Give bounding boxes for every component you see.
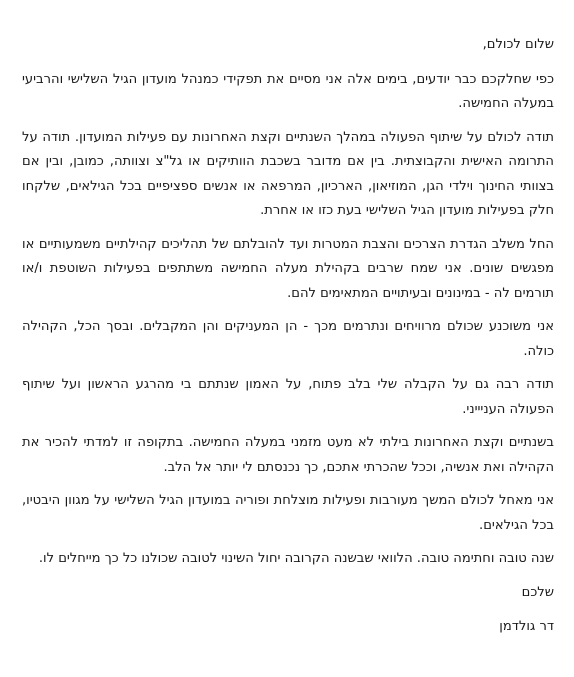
letter-signature: דר גולדמן xyxy=(499,619,554,634)
letter-greeting: שלום לכולם, xyxy=(482,37,554,52)
letter-paragraph-8: שנה טובה וחתימה טובה. הלוואי שבשנה הקרובה יחול השינוי לטובה שכולנו כל כך מייחלים לו. xyxy=(38,551,554,566)
letter-body xyxy=(22,33,554,650)
letter-closing: שלכם xyxy=(521,584,554,600)
letter-paragraph-4: אני משוכנע שכולם מרוויחים ונתרמים מכך - הן המעניקים והן המקבלים. ובסך הכל, הקהילה כולה. xyxy=(22,319,554,359)
letter-paragraph-6: בשנתיים וקצת האחרונות בילתי לא מעט מזמני במעלה החמישה. בתקופה זו למדתי להכיר את הקהילה ואת אנשיה, וככל שהכרתי אתכם, כך נכנסתם לי יותר אל הלב. xyxy=(22,435,554,475)
letter-paragraph-7: אני מאחל לכולם המשך מעורבות ופעילות מוצלחת ופוריה במועדון הגיל השלישי על מגוון היבטיו, בכל הגילאים. xyxy=(22,493,554,533)
letter-paragraph-1: כפי שחלקכם כבר יודעים, בימים אלה אני מסיים את תפקידי כמנהל מועדון הגיל השלישי והרביעי במעלה החמישה. xyxy=(22,71,554,111)
letter-paragraph-5: תודה רבה גם על הקבלה שלי בלב פתוח, על האמון שנתתם בי מהרגע הראשון ועל שיתוף הפעולה העניייני. xyxy=(22,377,554,417)
letter-paragraph-3: החל משלב הגדרת הצרכים והצבת המטרות ועד להובלתם של תהליכים קהילתיים משמעותיים או מפגשים שונים. אני שמח שרבים בקהילת מעלה החמישה משתתפים בפעילות השוטפת ו/או תורמים לה - במינונים ובעיתויים המתאימים להם. xyxy=(22,236,554,301)
letter-paragraph-2: תודה לכולם על שיתוף הפעולה במהלך השנתיים וקצת האחרונות עם פעילות המועדון. תודה על התרומה האישית והקבוצתית. בין אם מדובר בשכבת הוותיקים או גל"צ וצוותה, כמובן, ובין אם בצוותי החינוך וילדי הגן, המוזיאון, הארכיון, המרפאה או אנשים ספציפיים בכל הגילאים, שלקחו חלק בפעילות מועדון הגיל השלישי בעת כזו או אחרת. xyxy=(22,129,554,218)
